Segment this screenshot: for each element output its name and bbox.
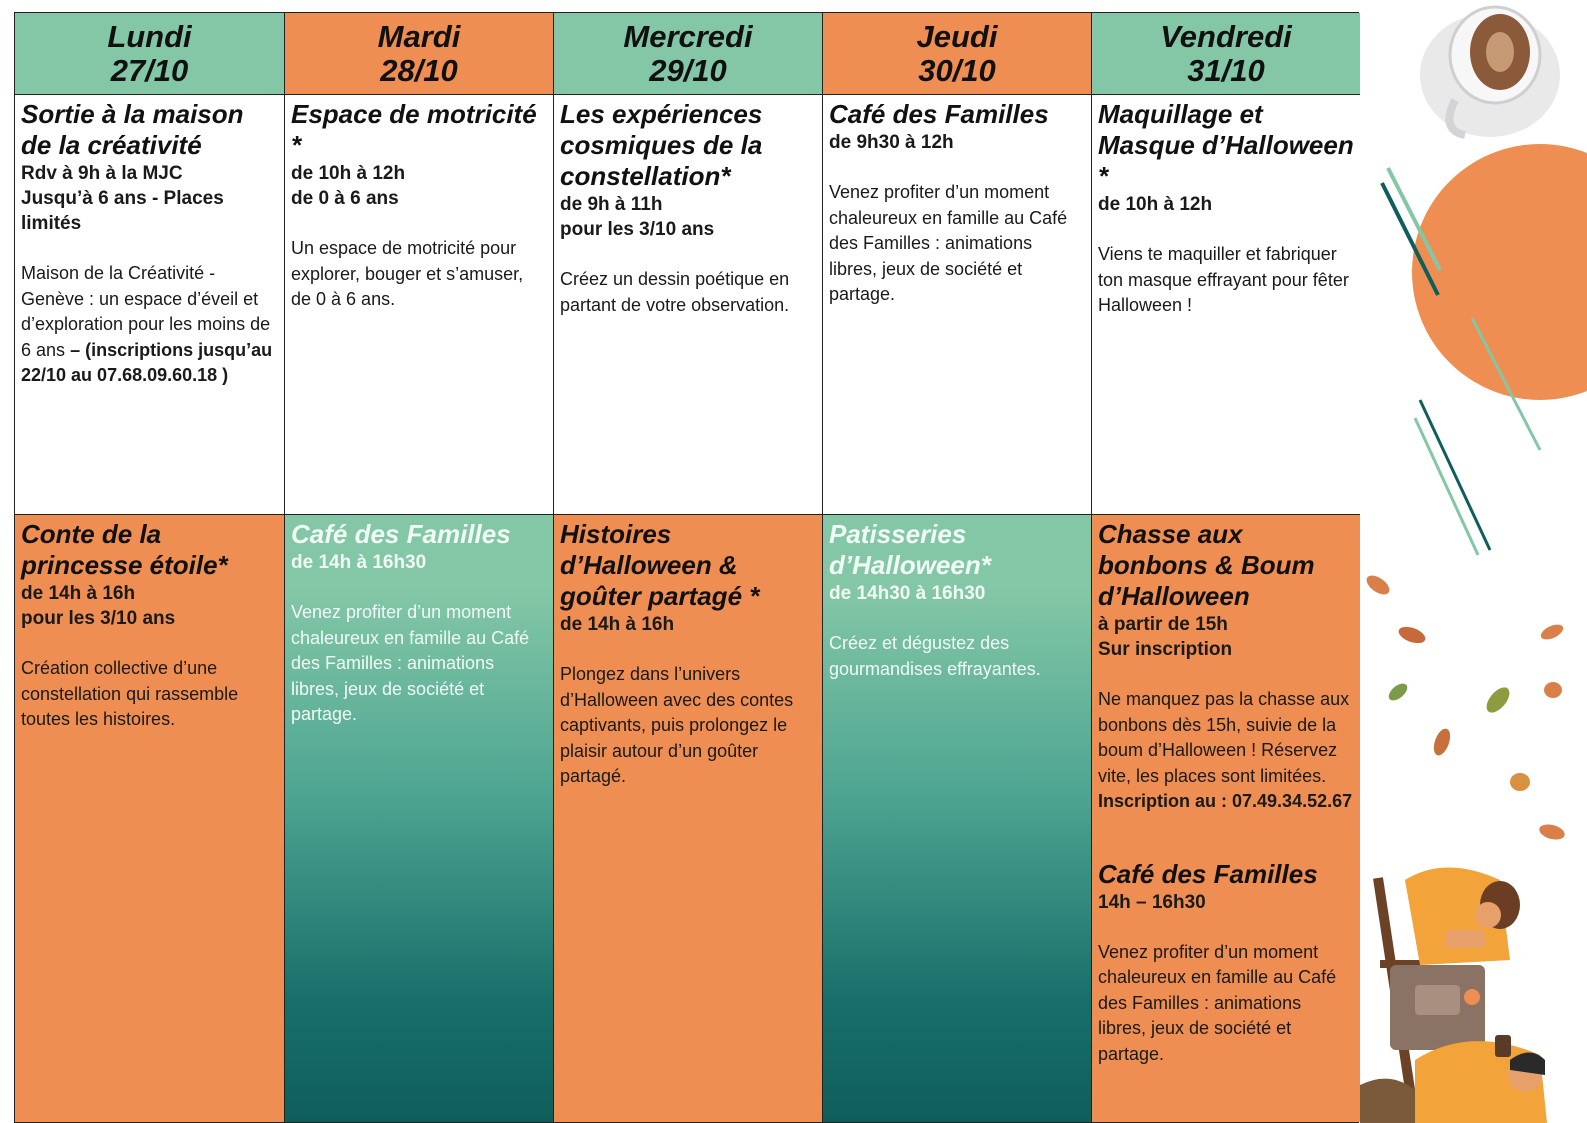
- day-date: 28/10: [380, 52, 458, 88]
- orange-circle-shape: [1412, 144, 1587, 400]
- event-description: Venez profiter d’un moment chaleureux en famille au Café des Familles : animations libres, jeux de société et partage.: [291, 602, 530, 724]
- event-description: Un espace de motricité pour explorer, bouger et s’amuser, de 0 à 6 ans.: [291, 238, 524, 309]
- day-name: Mercredi: [623, 18, 753, 54]
- event-title: Sortie à la maison de la créativité: [21, 99, 244, 160]
- day-header-thursday: [823, 13, 1091, 95]
- day-date: 27/10: [110, 52, 189, 88]
- event-description-secondary: Venez profiter d’un moment chaleureux en famille au Café des Familles : animations libres, jeux de société et partage.: [1098, 941, 1337, 1064]
- event-title: Espace de motricité *: [291, 99, 537, 160]
- family-illustration: [1360, 868, 1547, 1123]
- event-description: Créez et dégustez des gourmandises effrayantes.: [829, 633, 1041, 679]
- event-details-secondary: 14h – 16h30: [1098, 891, 1206, 913]
- day-date: 31/10: [1187, 52, 1265, 88]
- day-name: Jeudi: [916, 18, 998, 54]
- decorative-illustration: [1360, 0, 1587, 1123]
- weekly-schedule: [14, 12, 1359, 1123]
- day-header-tuesday: [285, 13, 553, 95]
- event-title: Histoires d’Halloween & goûter partagé *: [560, 519, 760, 611]
- column-wednesday: [554, 13, 823, 1122]
- day-header-friday: [1092, 13, 1360, 95]
- event-description: Venez profiter d’un moment chaleureux en famille au Café des Familles : animations libres, jeux de société et partage.: [829, 182, 1068, 304]
- event-title: Chasse aux bonbons & Boum d’Halloween: [1098, 519, 1315, 611]
- event-details: de 10h à 12h: [1098, 194, 1213, 215]
- event-details: de 14h à 16h30: [291, 552, 427, 573]
- afternoon-event-thursday: [823, 515, 1091, 1122]
- autumn-leaves-icon: [1363, 572, 1566, 842]
- event-description: Création collective d’une constellation qui rassemble toutes les histoires.: [21, 658, 239, 729]
- morning-event-monday: [15, 95, 284, 515]
- event-details: de 14h30 à 16h30: [829, 583, 986, 604]
- event-title-secondary: Café des Familles: [1098, 858, 1318, 889]
- event-details: de 9h30 à 12h: [829, 132, 954, 153]
- morning-event-friday: [1092, 95, 1360, 515]
- event-description: Ne manquez pas la chasse aux bonbons dès 15h, suivie de la boum d’Halloween ! Réservez vite, les places sont limitées. Inscription au : 07.49.34.52.67: [1098, 689, 1353, 811]
- day-header-wednesday: [554, 13, 822, 95]
- event-title: Café des Familles: [291, 519, 511, 549]
- morning-event-thursday: [823, 95, 1091, 515]
- afternoon-event-friday: [1092, 515, 1360, 1122]
- coffee-cup-icon: [1420, 7, 1560, 137]
- event-details: de 10h à 12h de 0 à 6 ans: [291, 163, 406, 209]
- event-details: de 14h à 16h: [560, 614, 675, 635]
- event-title: Les expériences cosmiques de la constellation*: [560, 99, 763, 191]
- day-date: 30/10: [918, 52, 996, 88]
- column-monday: [15, 13, 285, 1122]
- event-description: Créez un dessin poétique en partant de votre observation.: [560, 269, 790, 315]
- decor-line: [1415, 418, 1478, 555]
- event-details: de 9h à 11h pour les 3/10 ans: [560, 194, 715, 240]
- event-title: Café des Familles: [829, 99, 1049, 129]
- event-title: Patisseries d’Halloween*: [829, 519, 991, 580]
- afternoon-event-tuesday: [285, 515, 553, 1122]
- column-thursday: [823, 13, 1092, 1122]
- event-title: Maquillage et Masque d’Halloween *: [1098, 99, 1354, 191]
- day-name: Vendredi: [1160, 18, 1292, 54]
- morning-event-tuesday: [285, 95, 553, 515]
- day-header-monday: [15, 13, 284, 95]
- column-tuesday: [285, 13, 554, 1122]
- afternoon-event-monday: [15, 515, 284, 1122]
- day-date: 29/10: [649, 52, 727, 88]
- event-details: Rdv à 9h à la MJC Jusqu’à 6 ans - Places limités: [21, 163, 224, 234]
- day-name: Lundi: [107, 18, 192, 54]
- decor-line: [1420, 400, 1490, 550]
- event-title: Conte de la princesse étoile*: [21, 519, 228, 580]
- event-description: Viens te maquiller et fabriquer ton masque effrayant pour fêter Halloween !: [1098, 244, 1349, 315]
- event-description: Maison de la Créativité - Genève : un espace d’éveil et d’exploration pour les moins de 6 ans – (inscriptions jusqu’au 22/10 au 07.68.09.60.18 ): [21, 263, 273, 385]
- event-details: de 14h à 16h pour les 3/10 ans: [21, 583, 176, 629]
- day-name: Mardi: [377, 18, 461, 54]
- afternoon-event-wednesday: [554, 515, 822, 1122]
- morning-event-wednesday: [554, 95, 822, 515]
- event-description: Plongez dans l’univers d’Halloween avec des contes captivants, puis prolongez le plaisir autour d’un goûter partagé.: [560, 664, 794, 786]
- event-details: à partir de 15h Sur inscription: [1098, 614, 1233, 660]
- column-friday: [1092, 13, 1360, 1122]
